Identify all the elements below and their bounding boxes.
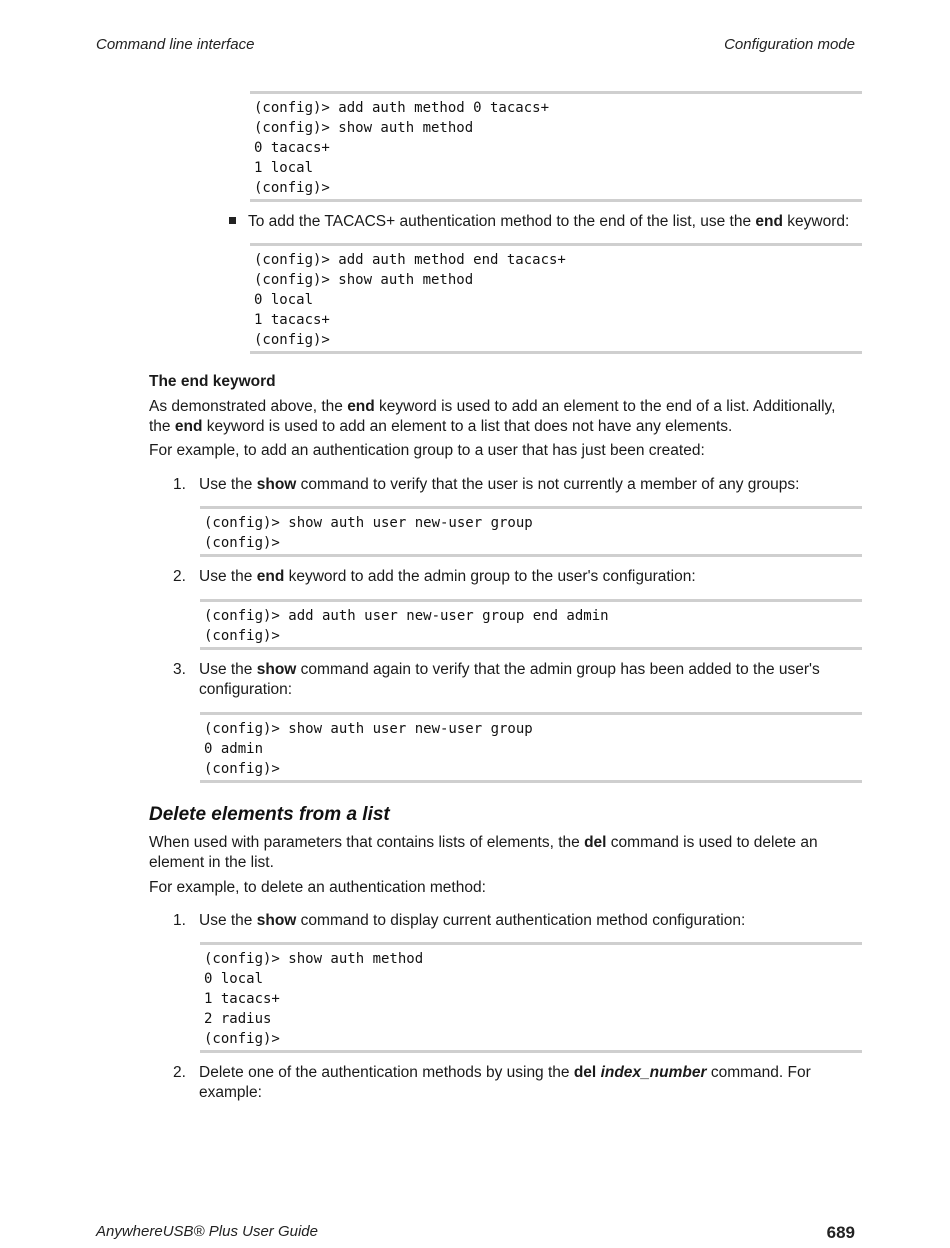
code-line: (config)> [254,180,330,196]
page-number: 689 [826,1223,855,1242]
step-text: Use the show command to verify that the user is not currently a member of any groups: [199,476,800,493]
code-line: 1 tacacs+ [204,991,280,1007]
code-line: 0 tacacs+ [254,140,330,156]
running-header-left: Command line interface [96,36,255,53]
code-line: (config)> show auth user new-user group [204,515,533,531]
bullet-square [229,217,236,224]
section-heading-delete-elements: Delete elements from a list [149,804,390,825]
step-text: Use the show command to display current authentication method configuration: [199,912,746,929]
code-block-show-user-group [200,506,862,557]
code-block-add-method-0 [250,91,862,202]
step-text: Use the show command again to verify that the admin group has been added to the user's configuration: [199,661,820,698]
step-number: 1. [173,912,186,929]
running-header-right: Configuration mode [724,36,855,53]
code-line: (config)> show auth method [204,951,424,967]
code-block-add-method-end [250,243,862,354]
code-line: 1 tacacs+ [254,312,330,328]
code-line: 0 local [204,971,264,987]
code-line: (config)> [204,761,280,777]
code-block-show-auth-method [200,942,862,1053]
code-line: 1 local [254,160,314,176]
section-heading-end-keyword: The end keyword [149,373,276,390]
code-line: (config)> show auth user new-user group [204,721,533,737]
code-line: (config)> add auth user new-user group end admin [204,608,609,624]
step-text: Delete one of the authentication methods by using the del index_number command. For example: [199,1064,811,1101]
code-line: (config)> show auth method [254,272,474,288]
code-line: 2 radius [204,1011,272,1027]
code-line: (config)> [204,1031,280,1047]
paragraph-example-group: For example, to add an authentication group to a user that has just been created: [149,442,705,459]
step-number: 2. [173,1064,186,1081]
paragraph-end-keyword: As demonstrated above, the end keyword is used to add an element to the end of a list. Additionally, the end keyword is used to add an element to a list that does not have any elements. [149,398,836,435]
code-line: (config)> [204,628,280,644]
code-line: (config)> add auth method end tacacs+ [254,252,566,268]
code-line: (config)> [204,535,280,551]
code-line: (config)> show auth method [254,120,474,136]
code-line: (config)> [254,332,330,348]
step-number: 1. [173,476,186,493]
code-line: 0 local [254,292,314,308]
code-line: 0 admin [204,741,264,757]
paragraph-example-delete: For example, to delete an authentication method: [149,879,486,896]
step-number: 2. [173,568,186,585]
code-line: (config)> add auth method 0 tacacs+ [254,100,550,116]
code-block-show-user-group-admin [200,712,862,783]
bullet-text-end-keyword: To add the TACACS+ authentication method to the end of the list, use the end keyword: [248,213,850,230]
footer-guide-title: AnywhereUSB® Plus User Guide [96,1223,318,1240]
code-block-add-user-group [200,599,862,650]
paragraph-del-command: When used with parameters that contains lists of elements, the del command is used to delete an element in the list. [149,834,818,871]
step-number: 3. [173,661,186,678]
step-text: Use the end keyword to add the admin group to the user's configuration: [199,568,696,585]
